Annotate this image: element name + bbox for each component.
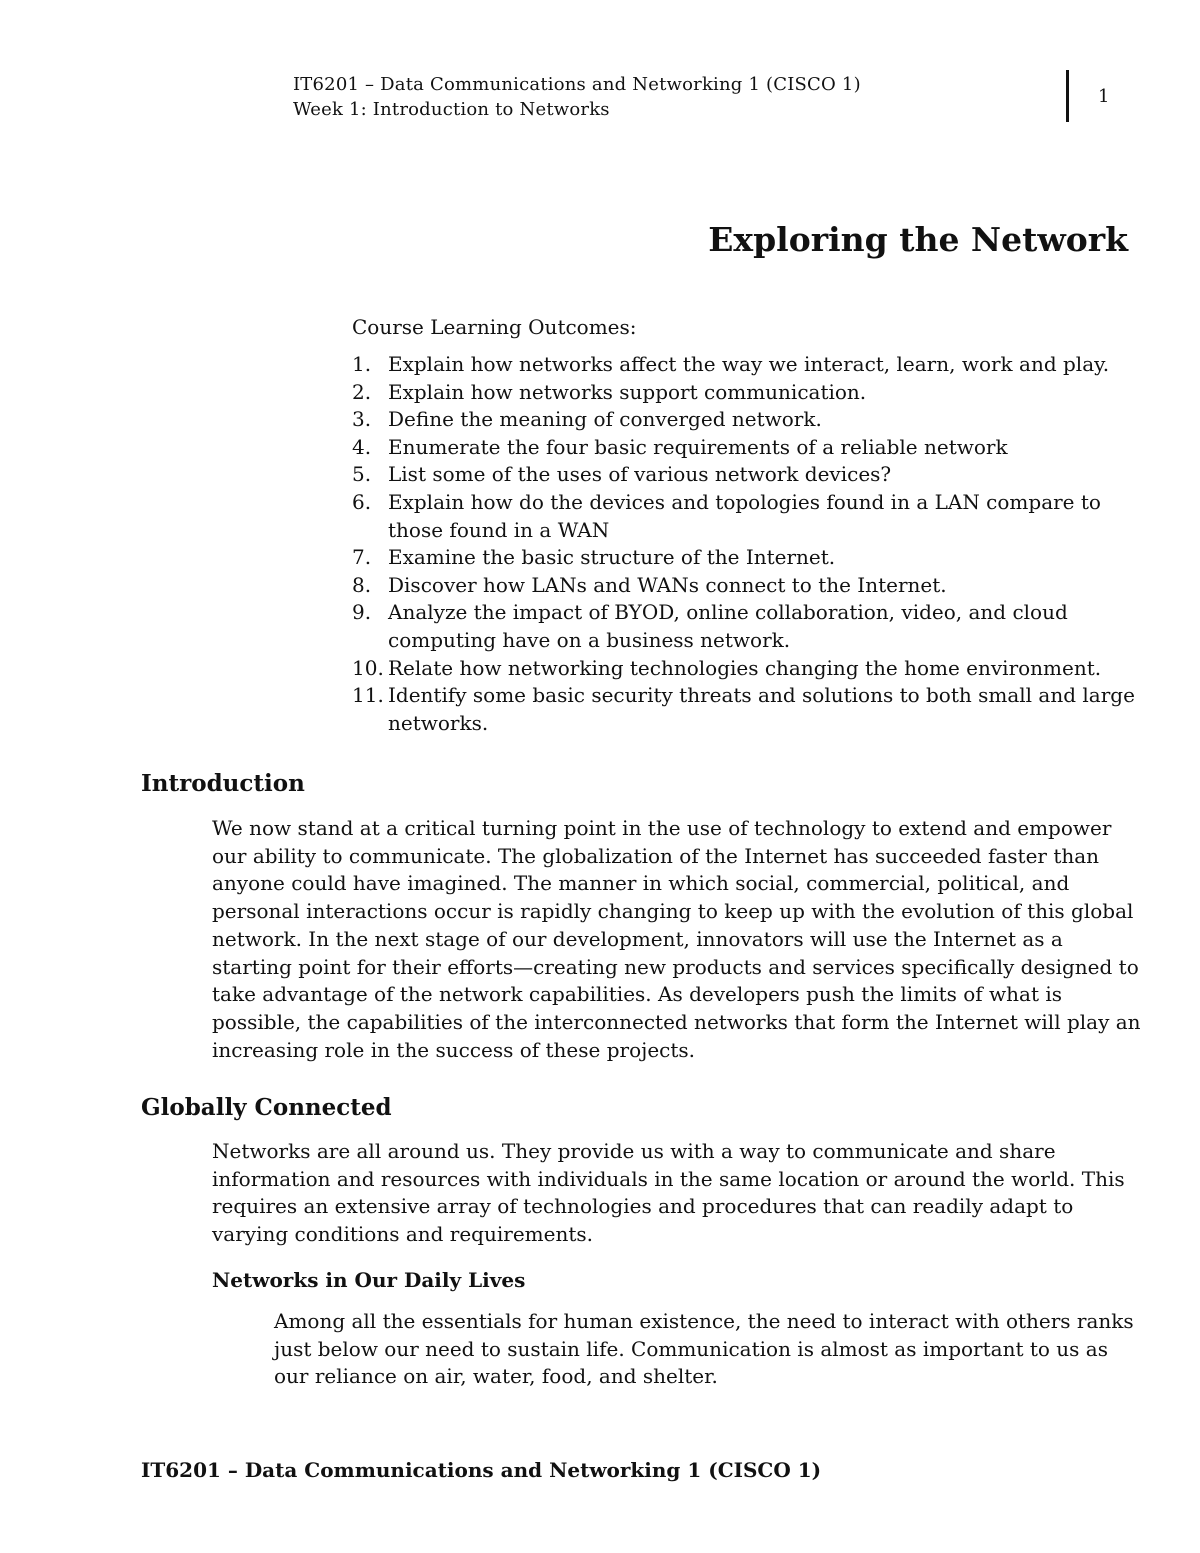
globally-connected-heading: Globally Connected [141,1094,392,1121]
outcome-item [352,544,1142,572]
document-title: Exploring the Network [708,220,1128,259]
outcome-item [352,682,1142,737]
outcome-number: 4. [352,434,372,459]
header-divider [1066,70,1069,122]
outcome-item [352,351,1142,379]
outcome-text: Enumerate the four basic requirements of a reliable network [388,434,1008,459]
page-number: 1 [1098,86,1110,107]
outcome-number: 2. [352,379,372,404]
daily-lives-subheading: Networks in Our Daily Lives [212,1268,526,1292]
outcome-item [352,379,1142,407]
outcomes-label: Course Learning Outcomes: [352,315,637,339]
outcome-text: Explain how networks affect the way we interact, learn, work and play. [388,352,1110,376]
outcome-text: List some of the uses of various network devices? [388,462,892,487]
introduction-heading: Introduction [141,770,305,797]
outcome-text: Discover how LANs and WANs connect to the Internet. [388,572,947,597]
outcome-number: 11. [352,683,384,708]
outcome-text: Relate how networking technologies changing the home environment. [388,655,1102,680]
outcome-item [352,599,1142,654]
daily-lives-paragraph: Among all the essentials for human existence, the need to interact with others ranks just below our need to sustain life. Communication is almost as important to us as our reliance on air, water, food, and shelter. [274,1309,1134,1389]
outcome-number: 6. [352,489,372,514]
globally-connected-paragraph: Networks are all around us. They provide us with a way to communicate and share information and resources with individuals in the same location or around the world. This requires an extensive array of technologies and procedures that can readily adapt to varying conditions and requirements. [212,1139,1125,1247]
page-header [293,72,861,122]
outcome-text: Examine the basic structure of the Internet. [388,545,836,570]
outcome-text: Explain how do the devices and topologies found in a LAN compare to those found in a WAN [388,489,1101,542]
outcome-number: 3. [352,407,372,432]
page-footer: IT6201 – Data Communications and Networking 1 (CISCO 1) [141,1458,822,1482]
learning-outcomes [352,314,1142,737]
outcome-item [352,406,1142,434]
outcomes-list [352,351,1142,737]
outcome-number: 7. [352,545,372,570]
introduction-paragraph: We now stand at a critical turning point in the use of technology to extend and empower our ability to communicate. The globalization of the Internet has succeeded faster than anyone could have imagined. The manner in which social, commercial, political, and personal interactions occur is rapidly changing to keep up with the evolution of this global network. In the next stage of our development, innovators will use the Internet as a starting point for their efforts—creating new products and services specifically designed to take advantage of the network capabilities. As developers push the limits of what is possible, the capabilities of the interconnected networks that form the Internet will play an increasing role in the success of these projects. [212,816,1141,1062]
outcome-number: 10. [352,655,384,680]
outcome-item [352,655,1142,683]
outcome-item [352,461,1142,489]
outcome-text: Explain how networks support communication. [388,379,867,404]
outcome-number: 1. [352,352,372,376]
outcome-item [352,572,1142,600]
outcome-text: Analyze the impact of BYOD, online collaboration, video, and cloud computing have on a business network. [388,600,1068,652]
outcome-text: Identify some basic security threats and solutions to both small and large networks. [388,683,1135,735]
outcome-number: 5. [352,462,372,487]
course-title-header: IT6201 – Data Communications and Networking 1 (CISCO 1) [293,74,861,95]
week-title-header: Week 1: Introduction to Networks [293,99,610,120]
outcome-item [352,489,1142,544]
outcome-item [352,434,1142,462]
outcome-text: Define the meaning of converged network. [388,407,822,432]
outcome-number: 8. [352,572,372,597]
outcome-number: 9. [352,600,372,625]
